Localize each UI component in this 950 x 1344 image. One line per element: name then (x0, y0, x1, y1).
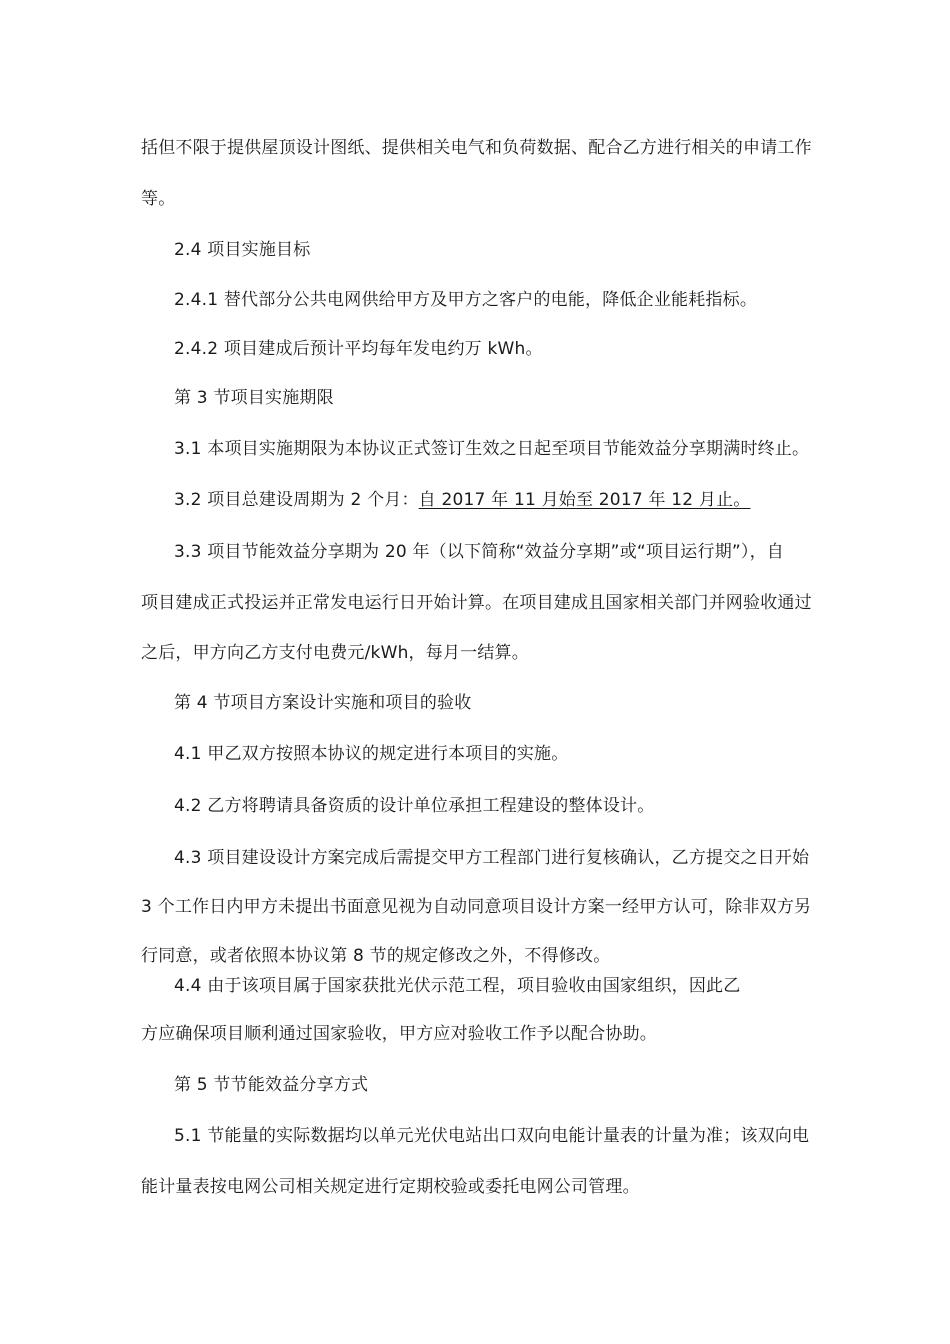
underlined-date-range: 自 2017 年 11 月始至 2017 年 12 月止。 (418, 490, 751, 510)
paragraph-line: 之后，甲方向乙方支付电费元/kWh，每月一结算。 (141, 643, 529, 663)
paragraph-line: 4.4 由于该项目属于国家获批光伏示范工程，项目验收由国家组织，因此乙 (174, 976, 741, 996)
paragraph-line: 3.1 本项目实施期限为本协议正式签订生效之日起至项目节能效益分享期满时终止。 (174, 439, 810, 459)
section-heading: 第 3 节项目实施期限 (174, 388, 334, 408)
paragraph-line: 5.1 节能量的实际数据均以单元光伏电站出口双向电能计量表的计量为准；该双向电 (174, 1126, 810, 1146)
paragraph-line: 括但不限于提供屋顶设计图纸、提供相关电气和负荷数据、配合乙方进行相关的申请工作 (141, 138, 812, 158)
paragraph-line: 4.1 甲乙双方按照本协议的规定进行本项目的实施。 (174, 744, 569, 764)
paragraph-line: 方应确保项目顺利通过国家验收，甲方应对验收工作予以配合协助。 (141, 1024, 657, 1044)
paragraph-line: 等。 (141, 189, 176, 209)
paragraph-line: 能计量表按电网公司相关规定进行定期校验或委托电网公司管理。 (141, 1177, 640, 1197)
section-heading: 2.4 项目实施目标 (174, 240, 311, 260)
paragraph-line: 行同意，或者依照本协议第 8 节的规定修改之外，不得修改。 (141, 946, 611, 966)
section-heading: 第 5 节节能效益分享方式 (174, 1075, 369, 1095)
paragraph-line: 2.4.1 替代部分公共电网供给甲方及甲方之客户的电能，降低企业能耗指标。 (174, 290, 758, 310)
paragraph-line: 2.4.2 项目建成后预计平均每年发电约万 kWh。 (174, 339, 543, 359)
paragraph-line: 3 个工作日内甲方未提出书面意见视为自动同意项目设计方案一经甲方认可，除非双方另 (141, 897, 812, 917)
section-heading: 第 4 节项目方案设计实施和项目的验收 (174, 693, 472, 713)
paragraph-line (174, 488, 751, 512)
paragraph-line: 4.2 乙方将聘请具备资质的设计单位承担工程建设的整体设计。 (174, 796, 655, 816)
paragraph-line: 4.3 项目建设设计方案完成后需提交甲方工程部门进行复核确认，乙方提交之日开始 (174, 848, 810, 868)
paragraph-line: 项目建成正式投运并正常发电运行日开始计算。在项目建成且国家相关部门并网验收通过 (141, 593, 812, 613)
paragraph-line: 3.3 项目节能效益分享期为 20 年（以下简称“效益分享期”或“项目运行期”），自 (174, 542, 785, 562)
paragraph-text: 3.2 项目总建设周期为 2 个月： (174, 490, 419, 510)
